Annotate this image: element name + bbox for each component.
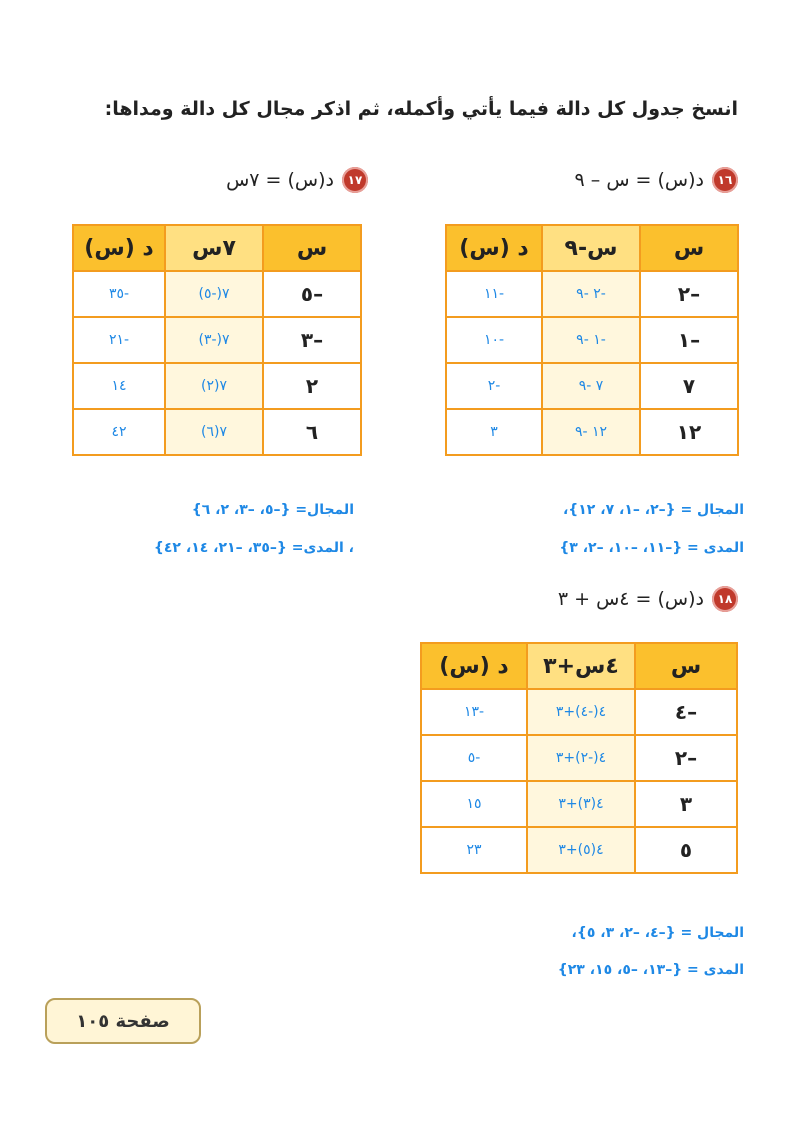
- problem-16-equation: د(س) = س – ٩: [574, 169, 704, 191]
- cell-expression: -٢ -٩: [542, 271, 640, 317]
- table-row: [446, 271, 738, 317]
- cell-expression: ٧ -٩: [542, 363, 640, 409]
- problem-16-heading: [575, 167, 738, 193]
- table-header-row: [73, 225, 361, 271]
- header-x: س: [640, 225, 738, 271]
- problem-18-equation: د(س) = ٤س + ٣: [557, 588, 704, 610]
- table-row: [73, 317, 361, 363]
- cell-x: –٣: [263, 317, 361, 363]
- problem-18-table: [420, 642, 738, 874]
- cell-expression: ٧(٢): [165, 363, 263, 409]
- problem-17-range: ، المدى= {–٣٥، –٢١، ١٤، ٤٢}: [153, 540, 354, 556]
- table-row: [73, 363, 361, 409]
- problem-17-number-badge: ١٧: [342, 167, 368, 193]
- cell-expression: ١٢ -٩: [542, 409, 640, 455]
- header-expression: س-٩: [542, 225, 640, 271]
- header-x: س: [263, 225, 361, 271]
- cell-x: ٧: [640, 363, 738, 409]
- problem-16-range: المدى = {–١١، –١٠، –٢، ٣}: [559, 540, 744, 556]
- cell-x: ١٢: [640, 409, 738, 455]
- cell-expression: -١ -٩: [542, 317, 640, 363]
- cell-expression: ٤(-٢)+٣: [527, 735, 635, 781]
- cell-expression: ٧(٦): [165, 409, 263, 455]
- header-expression: ٧س: [165, 225, 263, 271]
- table-row: [446, 363, 738, 409]
- cell-expression: ٧(-٣): [165, 317, 263, 363]
- cell-x: –٢: [640, 271, 738, 317]
- cell-fx: ١٤: [73, 363, 165, 409]
- cell-fx: ٤٢: [73, 409, 165, 455]
- cell-fx: ١٥: [421, 781, 527, 827]
- header-fx: د (س): [73, 225, 165, 271]
- problem-18-range: المدى = {–١٣، –٥، ١٥، ٢٣}: [557, 962, 744, 978]
- table-row: [421, 689, 737, 735]
- cell-x: –٤: [635, 689, 737, 735]
- problem-16-domain: المجال = {–٢، –١، ٧، ١٢}،: [562, 502, 744, 518]
- problem-18-heading: [558, 586, 738, 612]
- problem-17-equation: د(س) = ٧س: [226, 169, 334, 191]
- cell-fx: -٥: [421, 735, 527, 781]
- cell-x: ٦: [263, 409, 361, 455]
- header-expression: ٤س+٣: [527, 643, 635, 689]
- cell-expression: ٧(-٥): [165, 271, 263, 317]
- table-header-row: [446, 225, 738, 271]
- header-x: س: [635, 643, 737, 689]
- cell-fx: -١٠: [446, 317, 542, 363]
- header-fx: د (س): [421, 643, 527, 689]
- table-row: [421, 827, 737, 873]
- cell-x: –١: [640, 317, 738, 363]
- cell-x: ٣: [635, 781, 737, 827]
- cell-x: –٢: [635, 735, 737, 781]
- cell-expression: ٤(٣)+٣: [527, 781, 635, 827]
- table-row: [446, 409, 738, 455]
- problem-17-heading: [226, 167, 368, 193]
- cell-fx: -١٣: [421, 689, 527, 735]
- table-row: [421, 781, 737, 827]
- problem-18-domain: المجال = {–٤، –٢، ٣، ٥}،: [571, 925, 744, 941]
- table-header-row: [421, 643, 737, 689]
- problem-18-number-badge: ١٨: [712, 586, 738, 612]
- cell-fx: -٣٥: [73, 271, 165, 317]
- page-number-label: صفحة ١٠٥: [45, 998, 201, 1044]
- instruction-text: انسخ جدول كل دالة فيما يأتي وأكمله، ثم اذكر مجال كل دالة ومداها:: [104, 98, 738, 120]
- cell-x: –٥: [263, 271, 361, 317]
- header-fx: د (س): [446, 225, 542, 271]
- problem-16-table: [445, 224, 739, 456]
- problem-17-domain: المجال= {–٥، –٣، ٢، ٦}: [191, 502, 354, 518]
- cell-fx: -٢١: [73, 317, 165, 363]
- cell-fx: ٢٣: [421, 827, 527, 873]
- cell-fx: -٢: [446, 363, 542, 409]
- table-row: [446, 317, 738, 363]
- cell-x: ٢: [263, 363, 361, 409]
- problem-17-table: [72, 224, 362, 456]
- table-row: [421, 735, 737, 781]
- table-row: [73, 409, 361, 455]
- cell-fx: ٣: [446, 409, 542, 455]
- cell-x: ٥: [635, 827, 737, 873]
- cell-fx: -١١: [446, 271, 542, 317]
- problem-16-number-badge: ١٦: [712, 167, 738, 193]
- cell-expression: ٤(-٤)+٣: [527, 689, 635, 735]
- table-row: [73, 271, 361, 317]
- cell-expression: ٤(٥)+٣: [527, 827, 635, 873]
